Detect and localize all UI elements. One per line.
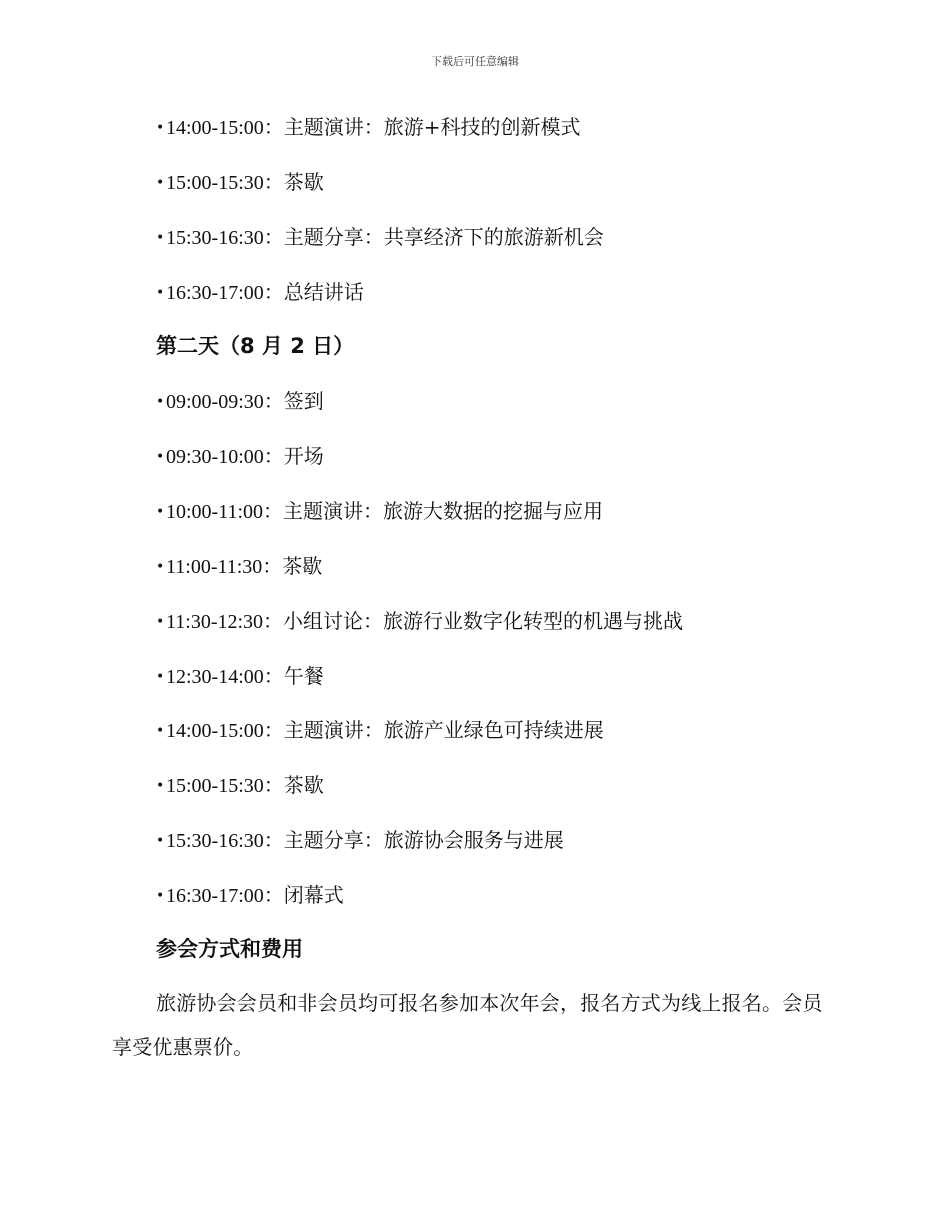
schedule-colon-sep: ：: [263, 664, 284, 688]
schedule-item: [156, 663, 324, 690]
schedule-item: [156, 388, 324, 415]
schedule-text: 茶歇: [283, 170, 324, 194]
page-header-note: 下载后可任意编辑: [431, 55, 519, 68]
schedule-item: [156, 553, 322, 580]
schedule-colon-sep: ：: [263, 499, 284, 523]
schedule-time: 10:00-11:00: [166, 501, 264, 523]
schedule-colon-sep: ：: [263, 115, 284, 139]
bullet-dot: •: [156, 120, 165, 136]
schedule-item: [156, 224, 604, 251]
schedule-item: [156, 772, 324, 799]
schedule-text: 开场: [283, 444, 324, 468]
schedule-text: 主题分享：旅游协会服务与进展: [283, 828, 564, 852]
schedule-time: 09:30-10:00: [166, 446, 264, 468]
schedule-time: 11:00-11:30: [166, 556, 263, 578]
schedule-time: 14:00-15:00: [166, 720, 264, 742]
schedule-time: 16:30-17:00: [166, 282, 264, 304]
schedule-time: 14:00-15:00: [166, 117, 264, 139]
schedule-text: 主题演讲：旅游产业绿色可持续进展: [283, 718, 604, 742]
bullet-dot: •: [156, 504, 165, 520]
bullet-dot: •: [156, 175, 165, 191]
bullet-dot: •: [156, 888, 165, 904]
schedule-item: [156, 498, 603, 525]
schedule-text: 闭幕式: [283, 883, 344, 907]
schedule-time: 15:00-15:30: [166, 775, 264, 797]
schedule-time: 15:00-15:30: [166, 172, 264, 194]
schedule-time: 15:30-16:30: [166, 830, 264, 852]
schedule-time: 09:00-09:30: [166, 391, 264, 413]
schedule-colon-sep: ：: [263, 883, 284, 907]
schedule-text: 主题演讲：旅游+科技的创新模式: [283, 115, 581, 139]
schedule-colon-sep: ：: [263, 773, 284, 797]
day2-heading: 第二天（8 月 2 日）: [156, 334, 355, 358]
schedule-colon-sep: ：: [263, 170, 284, 194]
bullet-dot: •: [156, 449, 165, 465]
schedule-item: [156, 279, 364, 306]
bullet-dot: •: [156, 614, 165, 630]
bullet-dot: •: [156, 669, 165, 685]
bullet-dot: •: [156, 778, 165, 794]
schedule-colon-sep: ：: [263, 444, 284, 468]
registration-heading: 参会方式和费用: [156, 937, 303, 961]
bullet-dot: •: [156, 723, 165, 739]
bullet-dot: •: [156, 394, 165, 410]
schedule-colon-sep: ：: [263, 225, 284, 249]
bullet-dot: •: [156, 230, 165, 246]
schedule-text: 小组讨论：旅游行业数字化转型的机遇与挑战: [283, 609, 684, 633]
schedule-text: 总结讲话: [283, 280, 364, 304]
schedule-colon-sep: ：: [263, 718, 284, 742]
schedule-text: 茶歇: [283, 773, 324, 797]
bullet-dot: •: [156, 833, 165, 849]
schedule-item: [156, 443, 324, 470]
schedule-time: 15:30-16:30: [166, 227, 264, 249]
schedule-text: 主题演讲：旅游大数据的挖掘与应用: [283, 499, 604, 523]
schedule-time: 11:30-12:30: [166, 611, 264, 633]
schedule-colon-sep: ：: [263, 389, 284, 413]
schedule-item: [156, 114, 581, 141]
bullet-dot: •: [156, 285, 165, 301]
schedule-colon-sep: ：: [262, 554, 283, 578]
schedule-item: [156, 717, 604, 744]
schedule-time: 12:30-14:00: [166, 666, 264, 688]
schedule-colon-sep: ：: [263, 828, 284, 852]
schedule-item: [156, 882, 344, 909]
schedule-text: 午餐: [283, 664, 324, 688]
schedule-text: 茶歇: [282, 554, 323, 578]
schedule-colon-sep: ：: [263, 280, 284, 304]
registration-paragraph: 旅游协会会员和非会员均可报名参加本次年会，报名方式为线上报名。会员享受优惠票价。: [112, 991, 823, 1059]
schedule-item: [156, 827, 564, 854]
schedule-time: 16:30-17:00: [166, 885, 264, 907]
schedule-item: [156, 169, 324, 196]
schedule-text: 签到: [283, 389, 324, 413]
schedule-item: [156, 608, 683, 635]
schedule-text: 主题分享：共享经济下的旅游新机会: [283, 225, 604, 249]
bullet-dot: •: [156, 559, 165, 575]
schedule-colon-sep: ：: [263, 609, 284, 633]
